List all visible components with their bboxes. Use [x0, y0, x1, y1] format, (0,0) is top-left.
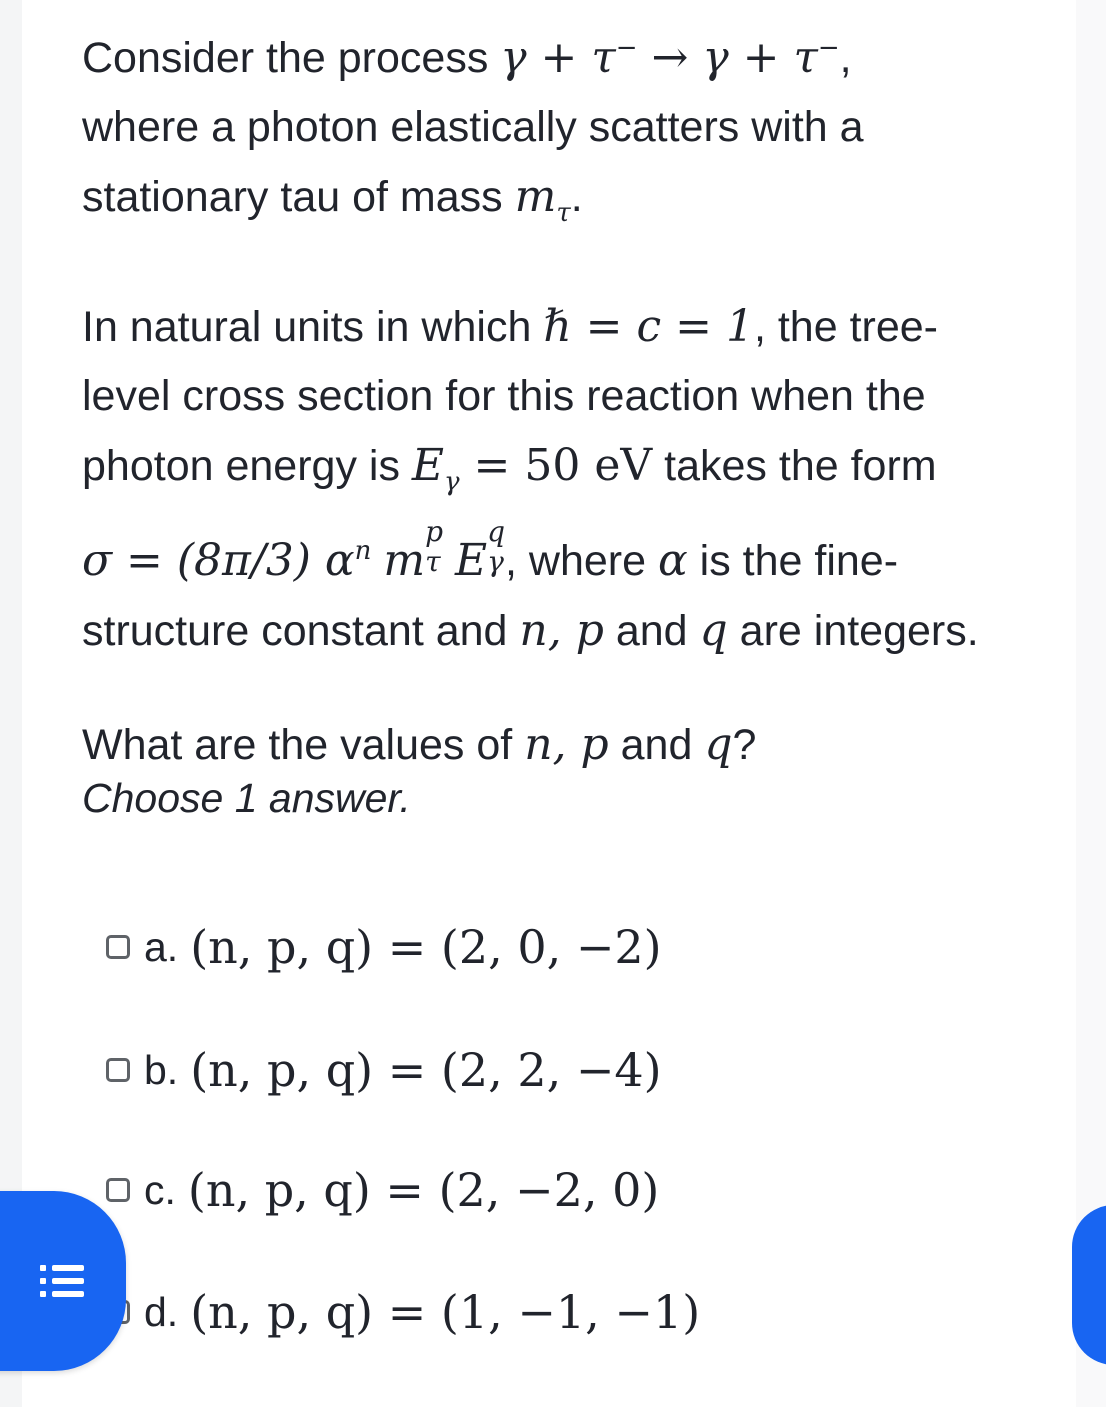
radio-checkbox-icon[interactable] — [106, 1178, 130, 1202]
process-lhs: γ + τ — [500, 32, 616, 83]
list-icon — [40, 1263, 84, 1299]
mass-sup-sub: p τ — [425, 515, 444, 579]
prompt-and: and — [608, 721, 705, 769]
energy-sup-sub: q γ — [487, 515, 506, 579]
side-nav-button[interactable] — [1072, 1205, 1106, 1365]
choice-expression: (n, p, q) = (2, 2, −4) — [190, 1043, 662, 1097]
choice-letter: a. — [144, 923, 179, 970]
body-text-3b: takes the form — [652, 442, 937, 490]
photon-energy-value: = 50 eV — [459, 440, 653, 491]
intro-comma: , — [839, 34, 852, 82]
prompt-qmark: ? — [732, 721, 757, 769]
body-text-4: , where — [505, 537, 658, 585]
intro-period: . — [570, 173, 583, 221]
natural-units-expr: ℏ = c = 1 — [543, 301, 754, 352]
question-content — [82, 14, 1082, 780]
body-text-1: In natural units in which — [82, 303, 544, 351]
body-text-5: structure constant and — [82, 607, 520, 655]
body-text-4b: is the fine- — [687, 537, 899, 585]
photon-energy-symbol: E — [411, 440, 445, 491]
body-text-1b: , the tree- — [753, 303, 938, 351]
choice-letter: c. — [144, 1166, 176, 1213]
question-intro — [82, 14, 1082, 248]
tau-subscript: τ — [556, 198, 571, 228]
integer-vars: n, p — [519, 605, 604, 656]
choice-letter: d. — [144, 1288, 179, 1335]
menu-button[interactable] — [0, 1191, 126, 1371]
choice-letter: b. — [144, 1046, 179, 1093]
intro-line-3: stationary tau of mass — [82, 173, 515, 221]
choice-b[interactable] — [106, 1035, 662, 1105]
mass-symbol: m — [383, 535, 426, 586]
intro-line-2: where a photon elastically scatters with a — [82, 103, 864, 151]
process-arrow: → — [637, 32, 703, 83]
cross-section-formula: σ = (8π/3) α — [82, 535, 355, 586]
body-text-3: photon energy is — [82, 442, 412, 490]
prompt-var-q: q — [704, 719, 733, 770]
alpha-exponent: n — [354, 536, 372, 566]
body-text-2: level cross section for this reaction when the — [82, 372, 926, 420]
and-text: and — [603, 607, 700, 655]
radio-checkbox-icon[interactable] — [106, 935, 130, 959]
choice-expression: (n, p, q) = (2, −2, 0) — [187, 1163, 660, 1217]
choice-expression: (n, p, q) = (2, 0, −2) — [190, 920, 662, 974]
integer-var-q: q — [699, 605, 728, 656]
choice-c[interactable] — [106, 1155, 659, 1225]
question-body — [82, 292, 1082, 666]
alpha-symbol: α — [658, 535, 688, 586]
prompt-text: What are the values of — [82, 721, 525, 769]
tau-mass-symbol: m — [514, 171, 557, 222]
intro-text: Consider the process — [82, 34, 501, 82]
process-rhs: γ + τ — [702, 32, 818, 83]
prompt-vars: n, p — [524, 719, 609, 770]
choice-a[interactable] — [106, 912, 662, 982]
process-lhs-charge: − — [615, 33, 638, 63]
radio-checkbox-icon[interactable] — [106, 1058, 130, 1082]
body-text-5b: are integers. — [727, 607, 979, 655]
process-rhs-charge: − — [817, 33, 840, 63]
choice-expression: (n, p, q) = (1, −1, −1) — [190, 1285, 701, 1339]
energy-symbol: E — [454, 535, 488, 586]
choice-d[interactable] — [106, 1277, 700, 1347]
photon-energy-subscript: γ — [444, 467, 460, 497]
instruction-text: Choose 1 answer. — [82, 775, 411, 821]
question-prompt — [82, 710, 1082, 780]
